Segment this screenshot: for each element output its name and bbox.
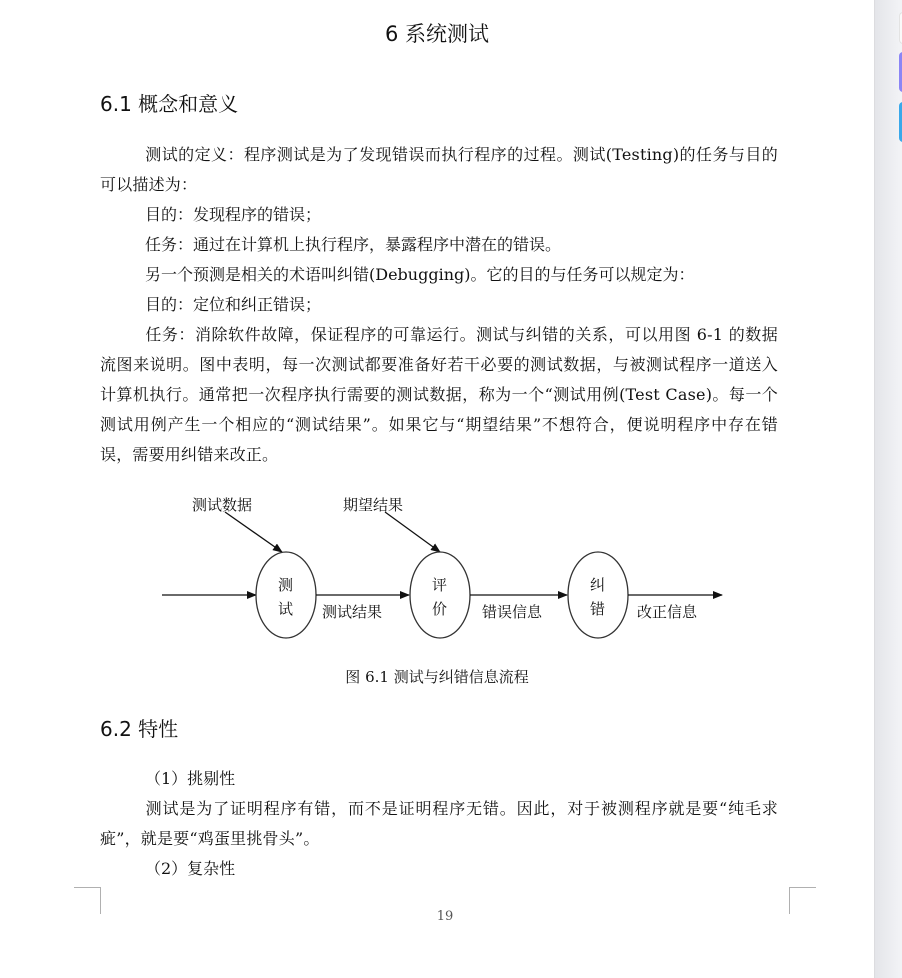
label-test-result: 测试结果 xyxy=(322,603,383,621)
node-evaluate xyxy=(410,552,470,638)
line-debugging-intro: 另一个预测是相关的术语叫纠错(Debugging)。它的目的与任务可以规定为： xyxy=(145,265,695,284)
list-item-1: （1）挑剔性 xyxy=(145,769,236,788)
node-debug-char-1: 纠 xyxy=(590,576,606,594)
paragraph-definition: 测试的定义：程序测试是为了发现错误而执行程序的过程。测试(Testing)的任务与目的可以描述为： xyxy=(100,145,778,194)
expected-result-arrow xyxy=(385,512,440,552)
line-purpose-debugging: 目的：定位和纠正错误； xyxy=(145,295,322,314)
line-purpose-testing: 目的：发现程序的错误； xyxy=(145,205,322,224)
node-test-char-1: 测 xyxy=(278,576,294,594)
node-debug xyxy=(568,552,628,638)
section-heading-6-2: 6.2 特性 xyxy=(100,717,179,741)
paragraph-relationship: 任务：消除软件故障，保证程序的可靠运行。测试与纠错的关系，可以用图 6-1 的数据流图来说明。图中表明，每一次测试都要准备好若干必要的测试数据，与被测试程序一道送入计算机执行。通常把一次程序执行需要的测试数据，称为一个“测试用例(Test Case)。每一个测试用例产生一个相应的“测试结果”。如果它与“期望结果”不想符合，便说明程序中存在错误，需要用纠错来改正。 xyxy=(100,325,778,464)
line-task-testing: 任务：通过在计算机上执行程序，暴露程序中潜在的错误。 xyxy=(145,235,562,254)
page-number: 19 xyxy=(436,909,454,924)
list-item-2: （2）复杂性 xyxy=(145,859,236,878)
figure-caption: 图 6.1 测试与纠错信息流程 xyxy=(345,668,529,686)
paragraph-nitpicky: 测试是为了证明程序有错，而不是证明程序无错。因此，对于被测程序就是要“纯毛求疵”，就是要“鸡蛋里挑骨头”。 xyxy=(100,799,778,848)
node-test xyxy=(256,552,316,638)
chapter-title: 6 系统测试 xyxy=(384,22,490,46)
node-eval-char-1: 评 xyxy=(432,576,448,594)
flow-diagram xyxy=(150,488,750,658)
node-test-char-2: 试 xyxy=(278,600,294,618)
flow-diagram-svg xyxy=(150,488,750,658)
label-test-data: 测试数据 xyxy=(192,496,253,514)
label-error-info: 错误信息 xyxy=(482,603,543,621)
section-heading-6-1: 6.1 概念和意义 xyxy=(100,92,239,116)
label-expected-result: 期望结果 xyxy=(343,496,404,514)
node-debug-char-2: 错 xyxy=(590,600,606,618)
node-eval-char-2: 价 xyxy=(432,600,448,618)
test-data-arrow xyxy=(225,512,282,552)
label-correction-info: 改正信息 xyxy=(637,603,698,621)
side-panel xyxy=(874,0,902,978)
